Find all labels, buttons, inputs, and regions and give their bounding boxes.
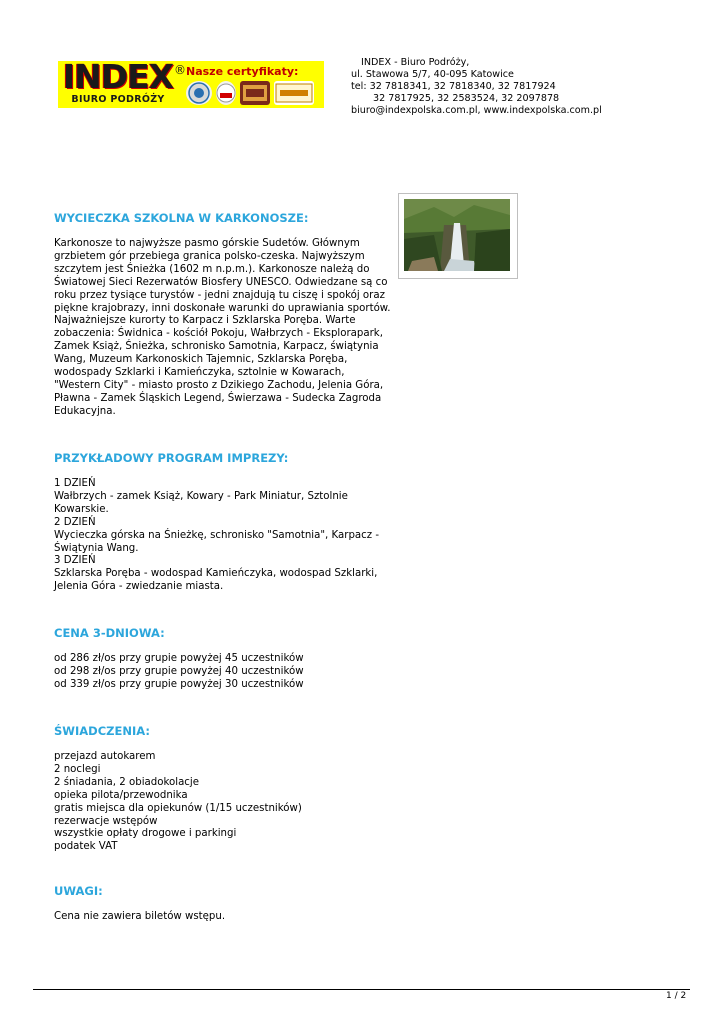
- award-badge-icon: [240, 81, 270, 105]
- company-banner: [58, 61, 324, 108]
- reliable-company-badge-icon: [274, 81, 314, 105]
- contact-address: ul. Stawowa 5/7, 40-095 Katowice: [351, 69, 514, 80]
- section-title: UWAGI:: [54, 884, 103, 898]
- contact-company: INDEX - Biuro Podróży,: [361, 57, 470, 68]
- section-price: [54, 626, 394, 692]
- waterfall-photo: [398, 193, 518, 279]
- price-list: [54, 653, 394, 692]
- service-item: 2 śniadania, 2 obiadokolacje: [54, 776, 200, 788]
- certificates-label: Nasze certyfikaty:: [186, 65, 299, 78]
- certificate-badge-icon: [186, 81, 212, 105]
- service-item: gratis miejsca dla opiekunów (1/15 uczestników): [54, 802, 302, 814]
- day-label: 3 DZIEŃ: [54, 555, 96, 567]
- day-description: Wycieczka górska na Śnieżkę, schronisko "Samotnia", Karpacz - Świątynia Wang.: [54, 529, 380, 554]
- section-services: [54, 724, 394, 854]
- price-line: od 286 zł/os przy grupie powyżej 45 uczestników: [54, 653, 304, 664]
- day-label: 2 DZIEŃ: [54, 516, 96, 528]
- contact-phone-cont: 32 7817925, 32 2583524, 32 2097878: [373, 93, 560, 104]
- section-title: PRZYKŁADOWY PROGRAM IMPREZY:: [54, 451, 289, 465]
- section-program: [54, 451, 394, 594]
- intro-text: Karkonosze to najwyższe pasmo górskie Sudetów. Głównym grzbietem gór przebiega granica polsko-czeska. Najwyższym szczytem jest Śnieżka (1602 m n.p.m.). Karkonosze należą do Światowej Sieci Rezerwatów Biosfery UNESCO. Odwiedzane są co roku przez tysiące turystów - jedni znajdują tu ciszę i spokój oraz piękne krajobrazy, inni doskonałe warunki do uprawiania sportów. Najważniejsze kurorty to Karpacz i Szklarska Poręba. Warte zobaczenia: Świdnica - kościół Pokoju, Wałbrzych - Eksplorapark, Zamek Książ, Śnieżka, schronisko Samotnia, Karpacz, świątynia Wang, Muzeum Karkonoskich Tajemnic, Szklarska Poręba, wodospady Szklarki i Kamieńczyka, sztolnie w Kowarach, "Western City" - miasto prosto z Dzikiego Zachodu, Jelenia Góra, Pławna - Zamek Śląskich Legend, Świerzawa - Sudecka Zagroda Edukacyjna.: [54, 238, 391, 417]
- poland-badge-icon: [216, 81, 236, 105]
- logo-wordmark: INDEX: [62, 61, 174, 96]
- section-title: WYCIECZKA SZKOLNA W KARKONOSZE:: [54, 211, 309, 225]
- service-item: przejazd autokarem: [54, 751, 156, 762]
- service-item: 2 noclegi: [54, 763, 101, 775]
- section-intro: [54, 211, 394, 419]
- service-item: wszystkie opłaty drogowe i parkingi: [54, 828, 237, 840]
- contact-email-web[interactable]: biuro@indexpolska.com.pl, www.indexpolska.com.pl: [351, 105, 602, 116]
- contact-phone: tel: 32 7818341, 32 7818340, 32 7817924: [351, 81, 556, 92]
- day-description: Wałbrzych - zamek Książ, Kowary - Park Miniatur, Sztolnie Kowarskie.: [54, 490, 348, 515]
- price-line: od 339 zł/os przy grupie powyżej 30 uczestników: [54, 678, 304, 690]
- notes-list: [54, 911, 394, 924]
- logo-subtitle: BIURO PODRÓŻY: [71, 94, 165, 105]
- note-text: Cena nie zawiera biletów wstępu.: [54, 911, 226, 922]
- service-item: rezerwacje wstępów: [54, 815, 158, 827]
- service-item: opieka pilota/przewodnika: [54, 789, 188, 801]
- company-logo: [60, 61, 186, 106]
- section-title: ŚWIADCZENIA:: [54, 724, 150, 738]
- price-line: od 298 zł/os przy grupie powyżej 40 uczestników: [54, 665, 304, 677]
- registered-mark: ®: [174, 63, 186, 77]
- section-notes: [54, 884, 394, 924]
- footer-divider: [33, 989, 690, 990]
- program-days: [54, 478, 394, 594]
- page-indicator: 1 / 2: [666, 991, 687, 1001]
- certificate-badges: [186, 81, 322, 105]
- contact-block: [351, 57, 602, 117]
- waterfall-image: [404, 199, 510, 271]
- day-description: Szklarska Poręba - wodospad Kamieńczyka, wodospad Szklarki, Jelenia Góra - zwiedzanie miasta.: [54, 568, 378, 593]
- section-title: CENA 3-DNIOWA:: [54, 626, 165, 640]
- day-label: 1 DZIEŃ: [54, 478, 96, 489]
- service-item: podatek VAT: [54, 841, 118, 853]
- services-list: [54, 751, 394, 854]
